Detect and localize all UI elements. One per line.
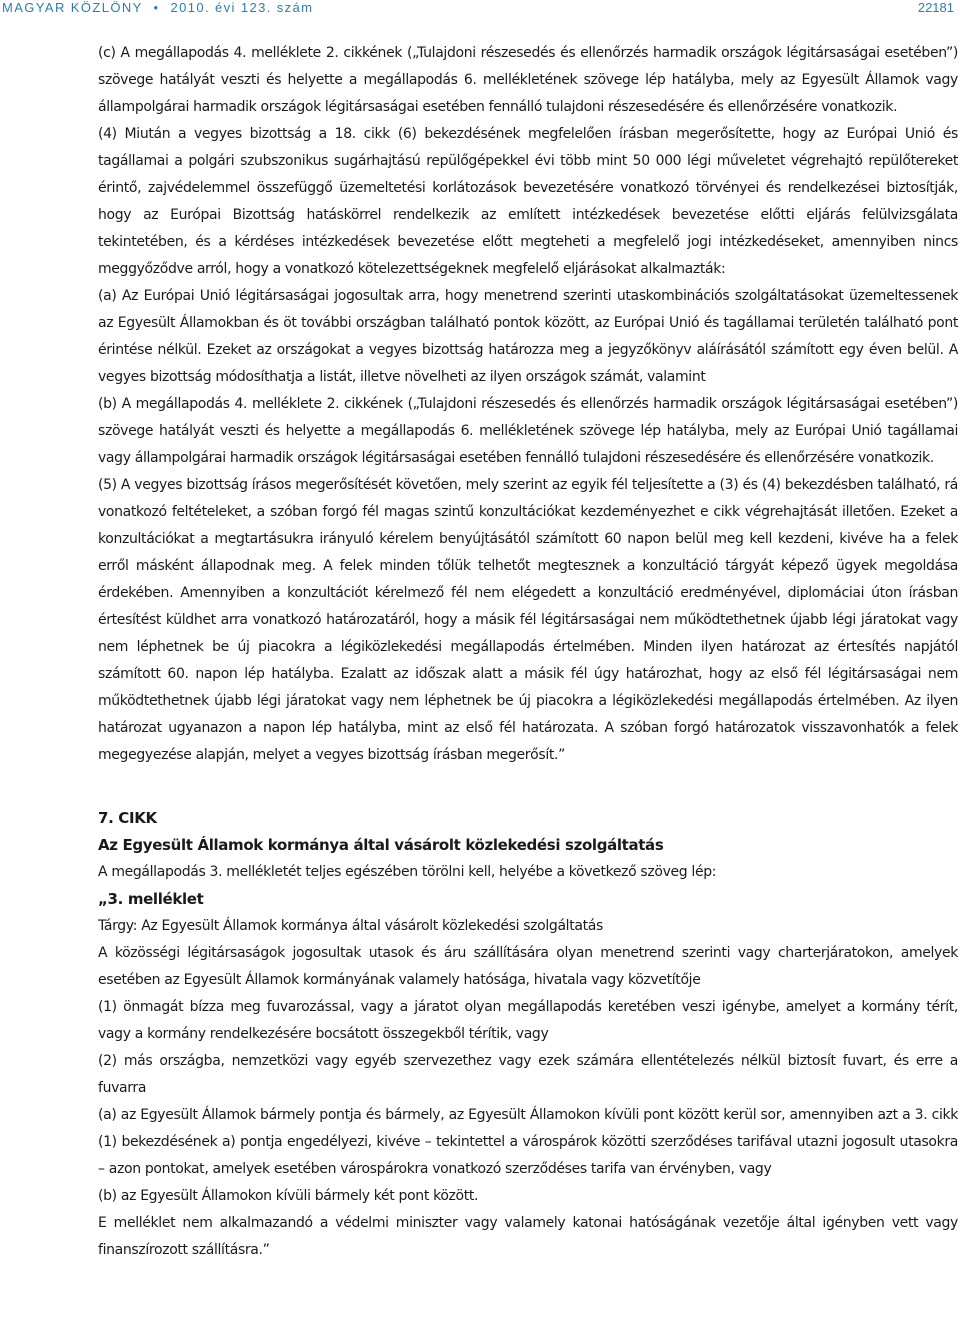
- header-left: [2, 0, 313, 15]
- annex-paragraph-final: E melléklet nem alkalmazandó a védelmi miniszter vagy valamely katonai hatóságának vezetője által igényben vett vagy finanszírozott szállításra.”: [98, 1215, 958, 1258]
- section-gap: [98, 769, 958, 805]
- paragraph-4: (4) Miután a vegyes bizottság a 18. cikk (6) bekezdésének megfelelően írásban megerősítette, hogy az Európai Unió és tagállamai a polgári szubszonikus sugárhajtású repülőgépekkel évi több mint 50 000 légi műveletet végrehajtó repülőtereket érintő, zajvédelemmel összefüggő üzemeltetési korlátozások bevezetésére vonatkozó törvényei és rendelkezései biztosítják, hogy az Európai Bizottság hatáskörrel rendelkezik az említett intézkedések bevezetése előtti eljárás felülvizsgálata tekintetében, és a kérdéses intézkedések bevezetése előtt megteheti a megfelelő jogi intézkedéseket, amennyiben nincs meggyőződve arról, hogy a vonatkozó kötelezettségeknek megfelelő eljárásokat alkalmazták:: [98, 126, 958, 277]
- issue-label: 2010. évi 123. szám: [170, 0, 314, 15]
- article-title: Az Egyesült Államok kormánya által vásárolt közlekedési szolgáltatás: [98, 836, 664, 854]
- annex-paragraph-a: (a) az Egyesült Államok bármely pontja és bármely, az Egyesült Államokon kívüli pont között kerül sor, amennyiben azt a 3. cikk (1) bekezdésének a) pontja engedélyezi, kivéve – tekintettel a várospárok közötti szerződéses tarifával utazni jogosult utasokra – azon pontokat, amelyek esetében várospárokra vonatkozó szerződéses tarifa van érvényben, vagy: [98, 1107, 958, 1177]
- article-number: 7. CIKK: [98, 809, 157, 827]
- annex-paragraph-b: (b) az Egyesült Államokon kívüli bármely két pont között.: [98, 1188, 479, 1204]
- annex-paragraph-2: (2) más országba, nemzetközi vagy egyéb szervezethez vagy ezek számára ellentételezés nélkül biztosít fuvart, és erre a fuvarra: [98, 1053, 958, 1096]
- page-header: [0, 0, 960, 20]
- bullet-separator: •: [153, 0, 160, 15]
- annex-heading: „3. melléklet: [98, 890, 204, 908]
- article-intro: A megállapodás 3. mellékletét teljes egészében törölni kell, helyébe a következő szöveg lép:: [98, 864, 717, 880]
- document-body: [98, 40, 958, 1264]
- annex-subject: Tárgy: Az Egyesült Államok kormánya által vásárolt közlekedési szolgáltatás: [98, 918, 603, 934]
- paragraph-4a: (a) Az Európai Unió légitársaságai jogosultak arra, hogy menetrend szerinti utaskombinációs szolgáltatásokat üzemeltessenek az Egyesült Államokban és öt további országban található pontok között, az Európai Unió és tagállamai területén található pont érintése nélkül. Ezeket az országokat a vegyes bizottság határozza meg a jegyzőkönyv aláírásától számított egy éven belül. A vegyes bizottság módosíthatja a listát, illetve növelheti az ilyen országok számát, valamint: [98, 288, 958, 385]
- paragraph-c: (c) A megállapodás 4. melléklete 2. cikkének („Tulajdoni részesedés és ellenőrzés harmadik országok légitársaságai esetében”) szövege hatályát veszti és helyette a megállapodás 6. mellékletének szövege lép hatályba, mely az Egyesült Államok vagy állampolgárai harmadik országok légitársaságai esetében fennálló tulajdoni részesedésére és ellenőrzésére vonatkozik.: [98, 45, 958, 115]
- paragraph-4b: (b) A megállapodás 4. melléklete 2. cikkének („Tulajdoni részesedés és ellenőrzés harmadik országok légitársaságai esetében”) szövege hatályát veszti és helyette a megállapodás 6. mellékletének szövege lép hatályba, mely az Európai Unió tagállamai vagy állampolgárai harmadik országok légitársaságai esetében fennálló tulajdoni részesedésére és ellenőrzésére vonatkozik.: [98, 396, 958, 466]
- annex-paragraph-intro: A közösségi légitársaságok jogosultak utasok és áru szállítására olyan menetrend szerinti vagy charterjáratokon, amelyek esetében az Egyesült Államok kormányának valamely hatósága, hivatala vagy közvetítője: [98, 945, 958, 988]
- page-number: 22181: [917, 0, 954, 15]
- paragraph-5: (5) A vegyes bizottság írásos megerősítését követően, mely szerint az egyik fél teljesítette a (3) és (4) bekezdésben található, rá vonatkozó feltételeket, a szóban forgó fél magas szintű konzultációkat kezdeményezhet e cikk végrehajtását illetően. Ezeket a konzultációkat a megtartásukra irányuló kérelem benyújtásától számított 60 napon belül meg kell kezdeni, kivéve ha a felek erről másként állapodnak meg. A felek minden tőlük telhetőt megtesznek a konzultáció tárgyát képező ügyek megoldása érdekében. Amennyiben a konzultációt kérelmező fél nem elégedett a konzultáció eredményével, diplomáciai úton írásban értesítést küldhet arra vonatkozó határozatáról, hogy a másik fél légitársaságai nem működtethetnek újabb légi járatokat vagy nem léphetnek be új piacokra a légiközlekedési megállapodás értelmében. Minden ilyen határozat az értesítés napjától számított 60. napon lép hatályba. Ezalatt az időszak alatt a másik fél úgy határozhat, hogy az első fél légitársaságai nem működtethetnek újabb légi járatokat vagy nem léphetnek be új piacokra a légiközlekedési megállapodás értelmében. Az ilyen határozat ugyanazon a napon lép hatályba, mint az első fél határozata. A szóban forgó határozatok visszavonhatók a felek megegyezése alapján, melyet a vegyes bizottság írásban megerősít.”: [98, 477, 958, 763]
- publication-name: MAGYAR KÖZLÖNY: [2, 0, 143, 15]
- annex-paragraph-1: (1) önmagát bízza meg fuvarozással, vagy a járatot olyan megállapodás keretében veszi igénybe, amelyet a kormány térít, vagy a kormány rendelkezésére bocsátott összegekből térítik, vagy: [98, 999, 958, 1042]
